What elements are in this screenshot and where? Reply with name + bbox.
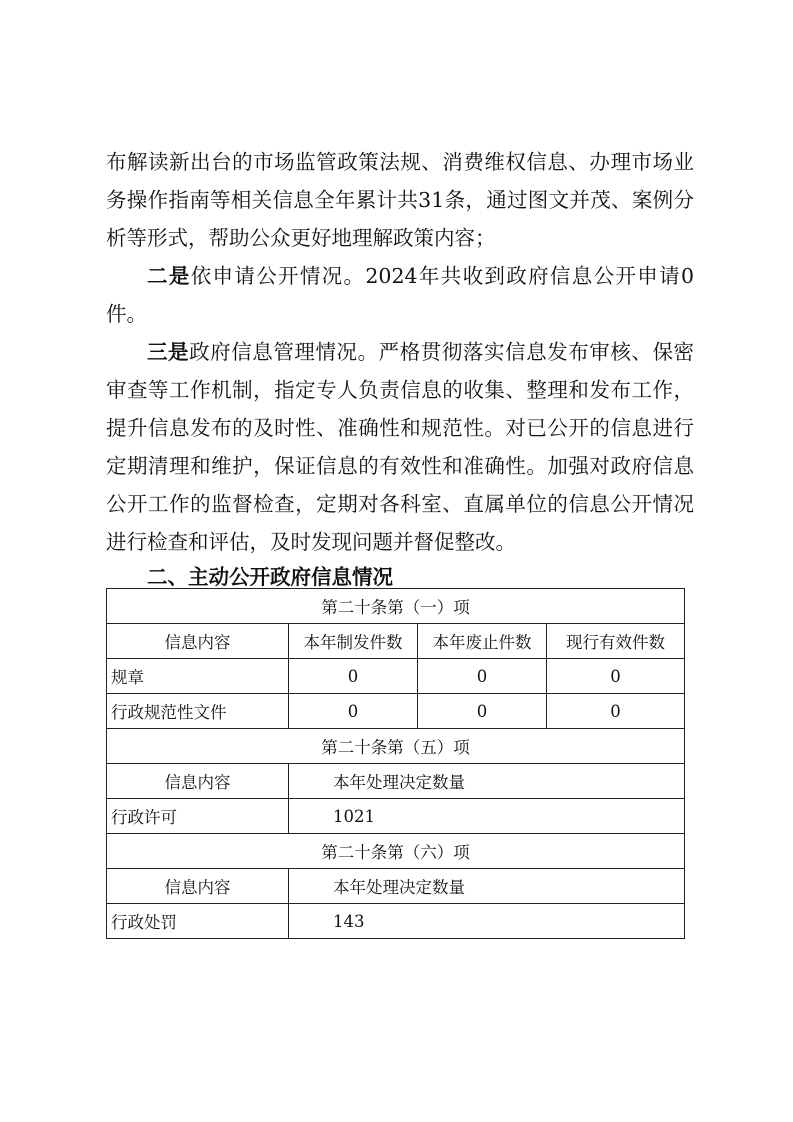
valid-cell: 0: [547, 659, 685, 694]
header-cell: 信息内容: [107, 764, 289, 799]
count-cell: 143: [289, 904, 685, 939]
row-label: 规章: [107, 659, 289, 694]
table-header-row: [107, 764, 685, 799]
paragraph-2-text: 依申请公开情况。2024年共收到政府信息公开申请0件。: [106, 264, 695, 326]
table-section-title-row: [107, 729, 685, 764]
valid-cell: 0: [547, 694, 685, 729]
header-cell: 信息内容: [107, 624, 289, 659]
header-cell: 本年处理决定数量: [289, 764, 685, 799]
row-label: 行政规范性文件: [107, 694, 289, 729]
table-row: [107, 659, 685, 694]
table-row: [107, 799, 685, 834]
table-row: [107, 694, 685, 729]
paragraph-1: 布解读新出台的市场监管政策法规、消费维权信息、办理市场业务操作指南等相关信息全年累计共31条，通过图文并茂、案例分析等形式，帮助公众更好地理解政策内容；: [106, 150, 694, 250]
count-cell: 1021: [289, 799, 685, 834]
issued-cell: 0: [289, 659, 418, 694]
section-heading: 二、主动公开政府信息情况: [147, 565, 393, 589]
header-cell: 本年处理决定数量: [289, 869, 685, 904]
issued-cell: 0: [289, 694, 418, 729]
table-header-row: [107, 869, 685, 904]
header-cell: 本年废止件数: [418, 624, 547, 659]
table-section-title-row: [107, 589, 685, 624]
section-title: 第二十条第（六）项: [107, 834, 685, 869]
section-title: 第二十条第（五）项: [107, 729, 685, 764]
table-row: [107, 904, 685, 939]
paragraph-3-lead: 三是: [147, 340, 190, 364]
table-header-row: [107, 624, 685, 659]
abolished-cell: 0: [418, 659, 547, 694]
section-title: 第二十条第（一）项: [107, 589, 685, 624]
abolished-cell: 0: [418, 694, 547, 729]
table-section-title-row: [107, 834, 685, 869]
paragraph-2: [106, 257, 694, 333]
paragraph-3: [106, 333, 694, 561]
paragraph-2-lead: 二是: [147, 264, 191, 288]
row-label: 行政许可: [107, 799, 289, 834]
header-cell: 信息内容: [107, 869, 289, 904]
row-label: 行政处罚: [107, 904, 289, 939]
header-cell: 本年制发件数: [289, 624, 418, 659]
info-table: [106, 588, 685, 939]
paragraph-3-text: 政府信息管理情况。严格贯彻落实信息发布审核、保密审查等工作机制，指定专人负责信息的收集、整理和发布工作，提升信息发布的及时性、准确性和规范性。对已公开的信息进行定期清理和维护，保证信息的有效性和准确性。加强对政府信息公开工作的监督检查，定期对各科室、直属单位的信息公开情况进行检查和评估，及时发现问题并督促整改。: [106, 340, 695, 554]
header-cell: 现行有效件数: [547, 624, 685, 659]
